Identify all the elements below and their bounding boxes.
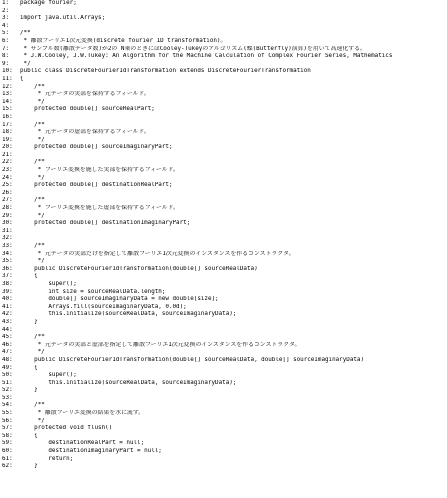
code-text: * 元データの実部と虚部を指定して離散フーリエ1次元変換のインスタンスを作るコンストラクタ。 [20,341,301,348]
code-text: package fourier; [20,0,77,6]
line-number: 56: [2,417,13,424]
line-number: 5: [2,30,10,37]
line-number: 57: [2,425,13,432]
code-text: protected double[] destinationRealPart; [20,182,173,189]
code-line [0,84,447,92]
code-line [0,387,447,395]
code-text: int size = sourceRealData.length; [20,288,166,295]
code-text: protected double[] destinationImaginaryPart; [20,220,191,227]
code-line [0,91,447,99]
code-line [0,349,447,357]
line-number: 59: [2,440,13,447]
code-text: } [20,318,38,325]
line-number: 40: [2,296,13,303]
code-text: */ [20,174,45,181]
line-number: 1: [2,0,10,6]
line-number: 38: [2,280,13,287]
code-text: double[] sourceImaginaryData = new double[size]; [20,296,219,303]
line-number: 14: [2,98,13,105]
line-number: 35: [2,258,13,265]
code-text: */ [20,258,45,265]
line-number: 62: [2,463,13,470]
code-text: * 離散フーリエ変換の結果を水に流す。 [20,410,145,417]
line-number: 17: [2,121,13,128]
line-number: 25: [2,182,13,189]
line-number: 42: [2,311,13,318]
line-number: 60: [2,448,13,455]
code-text: /** [20,159,45,166]
code-line [0,129,447,137]
line-number: 52: [2,387,13,394]
code-text [20,23,447,31]
code-text: /** [20,334,45,341]
line-number: 29: [2,212,13,219]
code-line [0,182,447,190]
line-number: 41: [2,303,13,310]
code-text: { [20,273,38,280]
line-number: 31: [2,227,13,234]
line-number: 37: [2,273,13,280]
code-text: super(); [20,372,77,379]
code-line [0,440,447,448]
code-line [0,357,447,365]
code-text [20,327,447,335]
line-number: 3: [2,15,10,22]
code-line [0,281,447,289]
line-number: 54: [2,402,13,409]
code-text: super(); [20,280,77,287]
code-text: protected double[] sourceImaginaryPart; [20,144,173,151]
code-text: * 元データの虚部を保持するフィールド。 [20,129,150,136]
code-line [0,53,447,61]
line-number: 43: [2,318,13,325]
code-line [0,159,447,167]
code-text: /** [20,197,45,204]
code-line [0,365,447,373]
code-line [0,235,447,243]
code-text: { [20,75,24,82]
code-line [0,243,447,251]
line-number: 51: [2,379,13,386]
code-line [0,273,447,281]
code-line [0,213,447,221]
code-line [0,311,447,319]
line-number: 53: [2,394,13,401]
code-line [0,266,447,274]
code-text: * 離散フーリエ1次元変換(discrete fourier 1D transformation)。 [20,37,227,44]
code-line [0,8,447,16]
code-line [0,258,447,266]
code-text: /** [20,83,45,90]
code-text: */ [20,136,45,143]
line-number: 2: [2,7,10,14]
line-number: 48: [2,356,13,363]
code-text: /** [20,402,45,409]
code-line [0,68,447,76]
code-text: /** [20,243,45,249]
code-line [0,395,447,403]
line-number: 12: [2,83,13,90]
line-number: 36: [2,265,13,272]
code-text: * フーリエ変換を施した実部を保持するフィールド。 [20,167,179,174]
code-line [0,456,447,464]
line-number: 18: [2,129,13,136]
code-line [0,220,447,228]
code-line [0,251,447,259]
code-text: { [20,364,38,371]
code-line [0,319,447,327]
code-line [0,334,447,342]
line-number: 20: [2,144,13,151]
code-line [0,61,447,69]
line-number: 44: [2,326,13,333]
code-text [20,235,447,243]
code-line [0,380,447,388]
line-number: 26: [2,189,13,196]
code-text: import java.util.Arrays; [20,15,106,22]
code-text [20,190,447,198]
code-text [20,152,447,160]
code-line [0,342,447,350]
code-text: */ [20,98,45,105]
line-number: 24: [2,174,13,181]
code-text: * 元データの実部だけを指定して離散フーリエ1次元変換のインスタンスを作るコンストラクタ。 [20,250,295,257]
code-line [0,99,447,107]
line-number: 4: [2,22,10,29]
line-number: 28: [2,205,13,212]
line-number: 9: [2,60,10,67]
line-number: 46: [2,341,13,348]
line-number: 11: [2,75,13,82]
line-number: 45: [2,334,13,341]
code-text: public DiscreteFourier1dTransformation(double[] sourceRealData) [20,265,258,272]
code-line [0,372,447,380]
line-number: 50: [2,372,13,379]
code-line [0,418,447,426]
code-line [0,175,447,183]
line-number: 22: [2,159,13,166]
code-text [20,8,447,16]
code-line [0,448,447,456]
line-number: 21: [2,151,13,158]
code-text: destinationRealPart = null; [20,440,145,447]
code-line [0,228,447,236]
line-number: 33: [2,243,13,249]
line-number: 34: [2,250,13,257]
code-line [0,114,447,122]
line-number: 47: [2,349,13,356]
code-line [0,167,447,175]
line-number: 32: [2,235,13,242]
line-number: 10: [2,68,13,75]
code-line [0,38,447,46]
code-line [0,15,447,23]
line-number: 49: [2,364,13,371]
code-line [0,152,447,160]
code-text [20,228,447,236]
code-text: /** [20,30,31,37]
code-line [0,137,447,145]
line-number: 39: [2,288,13,295]
code-text: * 元データの実部を保持するフィールド。 [20,91,150,98]
line-number: 7: [2,45,10,52]
code-text: this.initialize(sourceRealData, sourceImaginaryData); [20,311,237,318]
line-number: 6: [2,37,10,44]
code-line [0,106,447,114]
code-text: * J.W.Cooley, J.W.Tukey: An Algorithm for the Machine Calculation of Complex Fourier Series, Mathematics [20,53,393,60]
code-line [0,190,447,198]
code-text: */ [20,417,45,424]
code-line [0,0,447,8]
code-line [0,144,447,152]
line-number: 27: [2,197,13,204]
code-text: protected double[] sourceRealPart; [20,106,155,113]
line-number: 61: [2,455,13,462]
code-text [20,114,447,122]
code-text [20,395,447,403]
code-line [0,197,447,205]
code-line [0,296,447,304]
line-number: 30: [2,220,13,227]
code-text: public class DiscreteFourier1dTransformation extends DiscreteFourierTransformation [20,68,311,75]
code-text: * フーリエ変換を施した虚部を保持するフィールド。 [20,205,179,212]
code-text: } [20,463,38,470]
code-line [0,46,447,54]
code-text: this.initialize(sourceRealData, sourceImaginaryData); [20,379,237,386]
line-number: 23: [2,167,13,174]
line-number: 55: [2,410,13,417]
code-text: protected void flush() [20,425,113,432]
code-line [0,304,447,312]
code-line [0,205,447,213]
line-number: 15: [2,106,13,113]
code-line [0,76,447,84]
line-number: 58: [2,432,13,439]
code-text: */ [20,212,45,219]
line-number: 16: [2,113,13,120]
code-text: /** [20,121,45,128]
code-line [0,30,447,38]
code-line [0,289,447,297]
code-text: Arrays.fill(sourceImaginaryData, 0.0d); [20,303,187,310]
code-text: * サンプル数(離散データ数)が2の N乗のときにはCooley-Tukeyのアルゴリズム(蝶(Butterfly)演算)を用いて高速化する。 [20,45,366,52]
code-text: } [20,387,38,394]
code-line [0,122,447,130]
code-line [0,425,447,433]
code-line [0,410,447,418]
code-text: { [20,432,38,439]
code-line [0,402,447,410]
line-number: 19: [2,136,13,143]
code-text: public DiscreteFourier1dTransformation(double[] sourceRealData, double[] sourceImaginaryData) [20,356,365,363]
code-line [0,23,447,31]
code-line [0,433,447,441]
code-text: */ [20,60,31,67]
line-number: 8: [2,53,10,60]
code-line [0,327,447,335]
code-line [0,463,447,471]
code-text: */ [20,349,45,356]
line-number: 13: [2,91,13,98]
code-text: return; [20,455,74,462]
code-text: destinationImaginaryPart = null; [20,448,162,455]
